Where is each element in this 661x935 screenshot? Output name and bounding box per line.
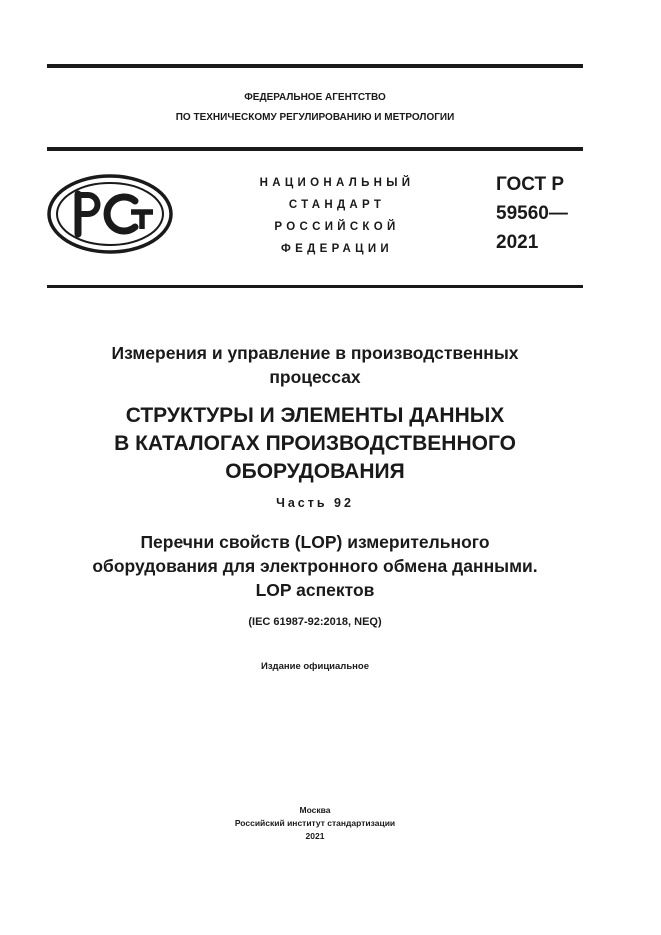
standard-type xyxy=(222,172,452,260)
part-title-line-1: Перечни свойств (LOP) измерительного xyxy=(140,532,490,552)
edition-note: Издание официальное xyxy=(261,661,369,672)
footer-publisher: Российский институт стандартизации xyxy=(234,818,396,828)
subtitle-line-2: процессах xyxy=(269,367,361,387)
standard-type-line-4: ФЕДЕРАЦИИ xyxy=(281,243,393,255)
part-title-line-3: LOP аспектов xyxy=(255,580,375,600)
title-line-2: В КАТАЛОГАХ ПРОИЗВОДСТВЕННОГО xyxy=(114,432,516,455)
title-line-3: ОБОРУДОВАНИЯ xyxy=(225,460,405,483)
gost-r-emblem-icon xyxy=(47,174,173,254)
part-title xyxy=(40,530,590,602)
standard-type-line-1: НАЦИОНАЛЬНЫЙ xyxy=(259,177,415,189)
subtitle-line-1: Измерения и управление в производственных xyxy=(111,343,519,363)
standard-type-line-2: СТАНДАРТ xyxy=(288,199,386,211)
standard-type-line-3: РОССИЙСКОЙ xyxy=(274,221,400,233)
agency-line-2: ПО ТЕХНИЧЕСКОМУ РЕГУЛИРОВАНИЮ И МЕТРОЛОГИИ xyxy=(175,112,455,123)
footer-year: 2021 xyxy=(305,831,325,841)
publisher-footer xyxy=(40,804,590,843)
agency-line-1: ФЕДЕРАЛЬНОЕ АГЕНТСТВО xyxy=(244,92,386,103)
document-subtitle xyxy=(40,341,590,389)
footer-city: Москва xyxy=(299,805,331,815)
title-line-1: СТРУКТУРЫ И ЭЛЕМЕНТЫ ДАННЫХ xyxy=(125,404,505,427)
standard-code-line-1: ГОСТ Р xyxy=(496,174,565,195)
standard-code-line-2: 59560— xyxy=(496,203,568,224)
part-title-line-2: оборудования для электронного обмена данными. xyxy=(92,556,538,576)
document-title xyxy=(40,402,590,486)
standard-code xyxy=(496,170,568,257)
bottom-rule xyxy=(47,285,583,288)
part-number: Часть 92 xyxy=(276,496,354,510)
standard-code-line-3: 2021 xyxy=(496,232,539,253)
iec-reference: (IEC 61987-92:2018, NEQ) xyxy=(248,616,382,628)
top-rule xyxy=(47,64,583,68)
middle-rule xyxy=(47,147,583,151)
